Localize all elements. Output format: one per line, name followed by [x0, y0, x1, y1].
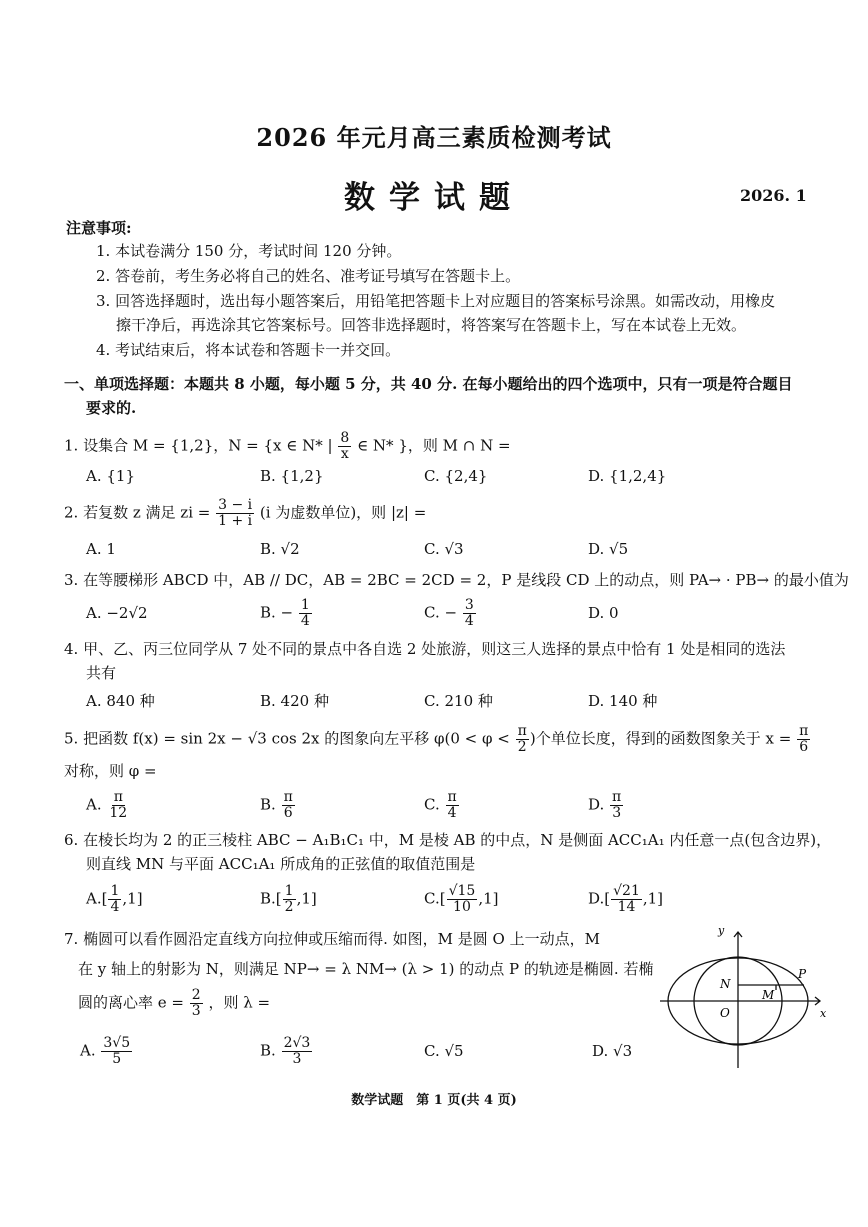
q5-option-a: A. $\frac{\pi}{12}$ [86, 789, 128, 821]
notice-item: 擦干净后，再选涂其它答案标号。回答非选择题时，将答案写在答题卡上，写在本试卷上无效。 [116, 316, 747, 334]
question-7-stem: 7. 椭圆可以看作圆沿定直线方向拉伸或压缩而得. 如图，M 是圆 O 上一动点，M [64, 930, 600, 948]
q3-option-d: D. 0 [588, 604, 619, 622]
question-5-stem-cont: 对称，则 φ = [64, 762, 157, 780]
q6-option-c: C.[ $\frac{√15}{10}$ ,1] [424, 883, 499, 915]
q1-option-d: D. {1,2,4} [588, 467, 667, 485]
q1-option-a: A. {1} [86, 467, 135, 485]
question-6-stem-cont: 则直线 MN 与平面 ACC₁A₁ 所成角的正弦值的取值范围是 [86, 855, 476, 873]
question-7-stem-cont2: 圆的离心率 e = $\frac{2}{3}$ ，则 λ = [78, 987, 271, 1019]
q4-option-a: A. 840 种 [86, 692, 155, 710]
q2-option-a: A. 1 [86, 540, 116, 558]
subject-title: 数学试题 [344, 180, 524, 216]
q5-option-b: B. $\frac{\pi}{6}$ [260, 789, 293, 821]
ellipse-figure [650, 924, 830, 1074]
q2-option-b: B. √2 [260, 540, 300, 558]
q1-option-b: B. {1,2} [260, 467, 324, 485]
question-7-stem-cont: 在 y 轴上的射影为 N，则满足 NP→ = λ NM→ (λ > 1) 的动点 P 的轨迹是椭圆. 若椭 [78, 960, 654, 978]
section-heading: 一、单项选择题：本题共 8 小题，每小题 5 分，共 40 分. 在每小题给出的四个选项中，只有一项是符合题目 [64, 375, 793, 393]
question-5-stem: 5. 把函数 f(x) = sin 2x − √3 cos 2x 的图象向左平移 φ(0 < φ < $\frac{\pi}{2}$ )个单位长度，得到的函数图象关于 x = $\frac{\pi}{6}$ [64, 723, 809, 755]
notice-heading: 注意事项: [66, 219, 132, 237]
section-heading-cont: 要求的. [86, 399, 137, 417]
q7-option-d: D. √3 [592, 1042, 633, 1060]
q3-option-a: A. −2√2 [86, 604, 148, 622]
q2-option-d: D. √5 [588, 540, 629, 558]
q7-option-c: C. √5 [424, 1042, 464, 1060]
label-y: y [718, 924, 725, 937]
q5-option-d: D. $\frac{\pi}{3}$ [588, 789, 622, 821]
label-p: P [798, 967, 807, 981]
q7-option-b: B. $\frac{2√3}{3}$ [260, 1035, 311, 1067]
exam-date: 2026. 1 [740, 186, 807, 205]
q3-option-c: C. − $\frac{3}{4}$ [424, 597, 474, 629]
q3-option-b: B. − $\frac{1}{4}$ [260, 597, 310, 629]
q7-option-a: A. $\frac{3√5}{5}$ [80, 1035, 131, 1067]
q4-option-c: C. 210 种 [424, 692, 493, 710]
exam-title: 2026 年元月高三素质检测考试 [256, 123, 612, 152]
notice-item: 4. 考试结束后，将本试卷和答题卡一并交回。 [96, 341, 401, 359]
q6-option-a: A.[ $\frac{1}{4}$ ,1] [86, 883, 143, 915]
question-2-stem: 2. 若复数 z 满足 zi = $\frac{3 - i}{1 + i}$ (i 为虚数单位)，则 |z| = [64, 497, 427, 529]
label-m: M [762, 988, 775, 1002]
label-o: O [720, 1006, 730, 1020]
q5-option-c: C. $\frac{\pi}{4}$ [424, 789, 457, 821]
q2-option-c: C. √3 [424, 540, 464, 558]
page-footer: 数学试题 第 1 页(共 4 页) [351, 1093, 517, 1108]
q6-option-d: D.[ $\frac{√21}{14}$ ,1] [588, 883, 664, 915]
notice-item: 2. 答卷前，考生务必将自己的姓名、准考证号填写在答题卡上。 [96, 267, 521, 285]
question-4-stem: 4. 甲、乙、丙三位同学从 7 处不同的景点中各自选 2 处旅游，则这三人选择的景点中恰有 1 处是相同的选法 [64, 640, 786, 658]
notice-item: 3. 回答选择题时，选出每小题答案后，用铅笔把答题卡上对应题目的答案标号涂黑。如需改动，用橡皮 [96, 292, 776, 310]
label-x: x [820, 1007, 827, 1020]
label-n: N [720, 977, 731, 991]
notice-item: 1. 本试卷满分 150 分，考试时间 120 分钟。 [96, 242, 402, 260]
question-4-stem-cont: 共有 [86, 664, 117, 682]
question-1-stem: 1. 设集合 M = {1,2}，N = {x ∈ N* | $\frac{8}{x}$ ∈ N* }，则 M ∩ N = [64, 430, 511, 462]
q4-option-d: D. 140 种 [588, 692, 658, 710]
question-6-stem: 6. 在棱长均为 2 的正三棱柱 ABC − A₁B₁C₁ 中，M 是棱 AB 的中点，N 是侧面 ACC₁A₁ 内任意一点(包含边界)， [64, 831, 832, 849]
question-3-stem: 3. 在等腰梯形 ABCD 中，AB // DC，AB = 2BC = 2CD = 2，P 是线段 CD 上的动点，则 PA→ · PB→ 的最小值为 [64, 571, 849, 589]
q1-option-c: C. {2,4} [424, 467, 488, 485]
q6-option-b: B.[ $\frac{1}{2}$ ,1] [260, 883, 317, 915]
q4-option-b: B. 420 种 [260, 692, 329, 710]
